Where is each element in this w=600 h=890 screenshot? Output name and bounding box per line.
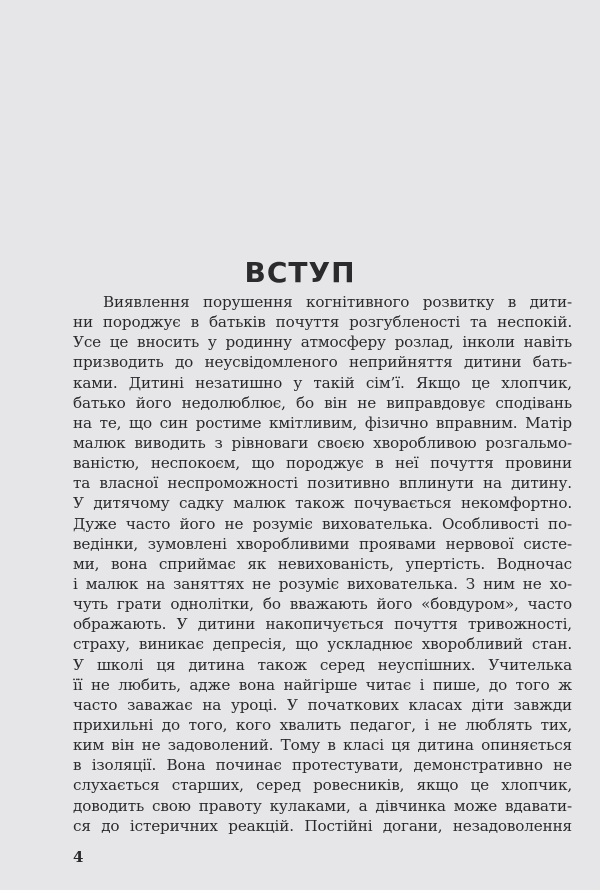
text-line: та власної неспроможності позитивно вплинути на дитину. [73, 474, 572, 493]
text-line: Дуже часто його не розуміє вихователька. Особливості по- [73, 514, 572, 533]
text-line: батько його недолюблює, бо він не виправдовує сподівань [73, 393, 572, 412]
text-line: Виявлення порушення когнітивного розвитку в дити- [103, 293, 572, 311]
text-line: на те, що син ростиме кмітливим, фізично вправним. Матір [73, 413, 572, 432]
text-line: слухається старших, серед ровесників, якщо це хлопчик, [73, 776, 572, 795]
text-line: Усе це вносить у родинну атмосферу розлад, інколи навіть [73, 333, 572, 352]
text-line: ками. Дитині незатишно у такій сім’ї. Якщо це хлопчик, [73, 373, 572, 392]
text-line: призводить до неусвідомленого неприйняття дитини бать- [73, 353, 572, 372]
text-line: ображають. У дитини накопичується почуття тривожності, [73, 615, 572, 634]
text-line: У дитячому садку малюк також почувається некомфортно. [73, 494, 572, 513]
text-line: ким він не задоволений. Тому в класі ця дитина опиняється [73, 736, 572, 755]
text-line: ся до істеричних реакцій. Постійні догани, незадоволення [73, 816, 572, 835]
text-line: в ізоляції. Вона починає протестувати, демонстративно не [73, 756, 572, 775]
text-line: ни породжує в батьків почуття розгубленості та неспокій. [73, 313, 572, 332]
page-number: 4 [73, 848, 84, 866]
body-text [73, 292, 572, 836]
text-line: чуть грати однолітки, бо вважають його «бовдуром», часто [73, 595, 572, 614]
chapter-title: ВСТУП [244, 256, 356, 289]
text-line: і малюк на заняттях не розуміє вихователька. З ним не хо- [73, 574, 572, 593]
text-line: доводить свою правоту кулаками, а дівчинка може вдавати- [73, 796, 572, 815]
text-line: страху, виникає депресія, що ускладнює хворобливий стан. [73, 635, 572, 654]
text-line: прихильні до того, кого хвалить педагог, і не люблять тих, [73, 715, 572, 734]
text-line: ведінки, зумовлені хворобливими проявами нервової систе- [73, 534, 572, 553]
text-line: ми, вона сприймає як невихованість, упертість. Водночас [73, 554, 572, 573]
text-line: ваністю, неспокоєм, що породжує в неї почуття провини [73, 454, 572, 473]
text-line: її не любить, адже вона найгірше читає і пише, до того ж [73, 675, 572, 694]
text-line: У школі ця дитина також серед неуспішних. Учителька [73, 655, 572, 674]
text-line: часто заважає на уроці. У початкових класах діти завжди [73, 695, 572, 714]
text-line: малюк виводить з рівноваги своєю хворобливою розгальмо- [73, 433, 572, 452]
